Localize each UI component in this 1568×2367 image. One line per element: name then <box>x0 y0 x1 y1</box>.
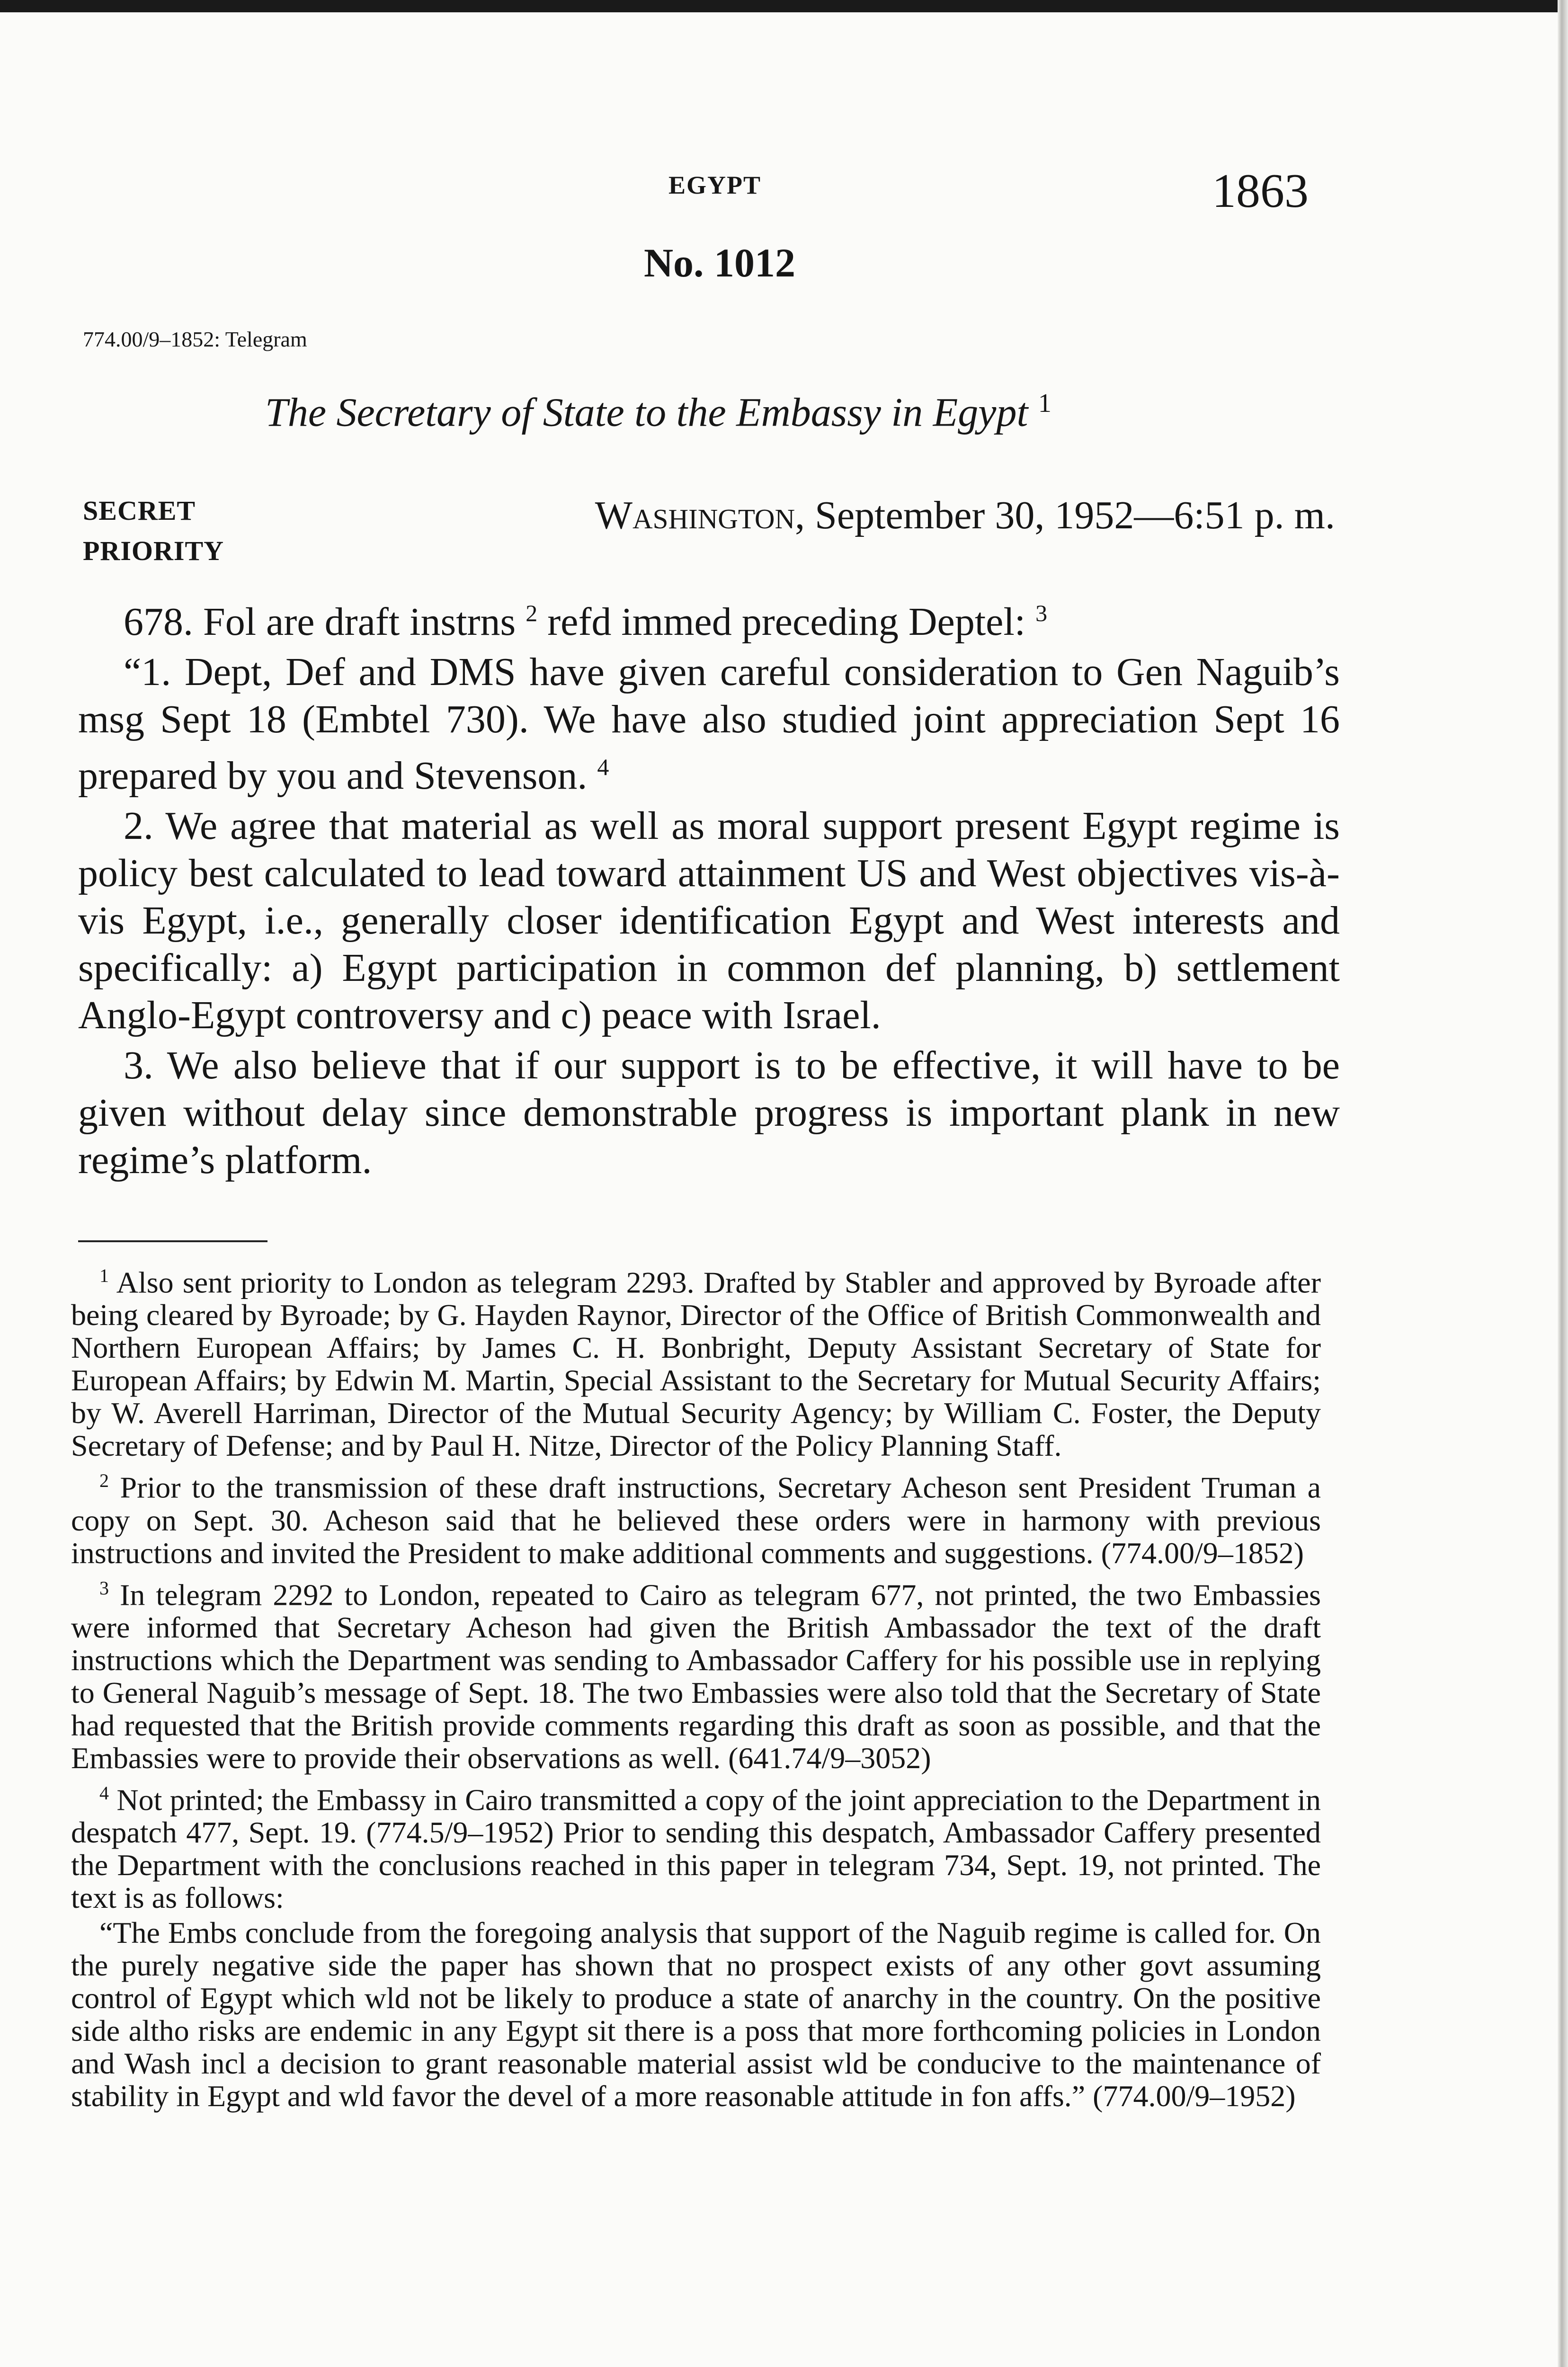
footnote-mark: 1 <box>99 1265 109 1286</box>
footnote-3 <box>71 1572 1321 1774</box>
footnote-mark: 4 <box>99 1782 109 1804</box>
footnote-ref-1: 1 <box>1038 389 1051 418</box>
body-paragraph <box>78 589 1340 646</box>
footnote-text: Not printed; the Embassy in Cairo transmitted a copy of the joint appreciation to the Department in despatch 477, Sept. 19. (774.5/9–1952) Prior to sending this despatch, Ambassador Caffery presented the Department with the conclusions reached in this paper in telegram 734, Sept. 19, not printed. The text is as follows: <box>71 1783 1321 1915</box>
running-head: EGYPT <box>668 171 762 199</box>
telegram-body <box>78 589 1340 1187</box>
body-paragraph: 3. We also believe that if our support is to be effective, it will have to be given without delay since demonstrable progress is important plank in new regime’s platform. <box>78 1043 1340 1182</box>
document-title <box>265 388 1179 436</box>
footnote-text: In telegram 2292 to London, repeated to Cairo as telegram 677, not printed, the two Embassies were informed that Secretary Acheson had given the British Ambassador the text of the draft instructions which the Department was sending to Ambassador Caffery for his possible use in replying to General Naguib’s message of Sept. 18. The two Embassies were also told that the Secretary of State had requested that the British provide comments regarding this draft as soon as possible, and that the Embassies were to provide their observations as well. (641.74/9–3052) <box>71 1577 1321 1775</box>
footnote-ref-4: 4 <box>597 754 609 780</box>
footnote-text: Prior to the transmission of these draft instructions, Secretary Acheson sent President Truman a copy on Sept. 30. Acheson said that he believed these orders were in harmony with previous instructions and invited the President to make additional comments and suggestions. (774.00/9–1852) <box>71 1470 1321 1570</box>
body-paragraph <box>78 649 1340 800</box>
footnote-mark: 2 <box>99 1470 109 1492</box>
page-number: 1863 <box>1212 164 1309 218</box>
body-paragraph: 2. We agree that material as well as moral support present Egypt regime is policy best calculated to lead toward attainment US and West objectives vis-à-vis Egypt, i.e., generally closer identification Egypt and West interests and specifically: a) Egypt participation in common def planning, b) settlement Anglo-Egypt controversy and c) peace with Israel. <box>78 804 1340 1037</box>
body-text-span: “1. Dept, Def and DMS have given careful consideration to Gen Naguib’s msg Sept 18 (Embtel 730). We have also studied joint appreciation Sept 16 prepared by you and Stevenson. <box>78 650 1340 798</box>
footnotes <box>71 1259 1321 2115</box>
footnote-4 <box>71 1777 1321 1914</box>
body-text-span: 678. Fol are draft instrns <box>124 600 516 644</box>
footnote-2 <box>71 1464 1321 1569</box>
dateline-date: September 30, 1952—6:51 p. m. <box>815 493 1335 537</box>
dateline <box>502 492 1335 538</box>
footnote-text: Also sent priority to London as telegram 2293. Drafted by Stabler and approved by Byroade after being cleared by Byroade; by G. Hayden Raynor, Director of the Office of British Commonwealth and Northern European Affairs; by James C. H. Bonbright, Deputy Assistant Secretary of State for European Affairs; by Edwin M. Martin, Special Assistant to the Secretary for Mutual Security Affairs; by W. Averell Harriman, Director of the Mutual Security Agency; by William C. Foster, the Deputy Secretary of Defense; and by Paul H. Nitze, Director of the Policy Planning Staff. <box>71 1265 1321 1463</box>
document-title-text: The Secretary of State to the Embassy in Egypt <box>265 389 1028 435</box>
footnote-ref-2: 2 <box>526 600 538 626</box>
footnote-ref-3: 3 <box>1035 600 1048 626</box>
document-number: No. 1012 <box>643 240 796 285</box>
footnote-rule <box>78 1240 267 1242</box>
footnote-mark: 3 <box>99 1577 109 1599</box>
body-text-span: refd immed preceding Deptel: <box>547 600 1026 644</box>
precedence: PRIORITY <box>83 535 224 566</box>
footnote-4-quote: “The Embs conclude from the foregoing analysis that support of the Naguib regime is called for. On the purely negative side the paper has shown that no prospect exists of any other govt assuming control of Egypt which wld not be likely to produce a state of anarchy in the country. On the positive side altho risks are endemic in any Egypt sit there is a poss that more forthcoming policies in London and Wash incl a decision to grant reasonable material assist wld be conducive to the maintenance of stability in Egypt and wld favor the devel of a more reasonable attitude in fon affs.” (774.00/9–1952) <box>71 1916 1321 2113</box>
dateline-place: Washington, <box>595 493 805 537</box>
classification: SECRET <box>83 495 196 526</box>
scan-right-edge <box>1558 0 1568 2367</box>
scan-top-border <box>0 0 1568 12</box>
footnote-1 <box>71 1259 1321 1462</box>
file-number: 774.00/9–1852: Telegram <box>83 327 307 351</box>
